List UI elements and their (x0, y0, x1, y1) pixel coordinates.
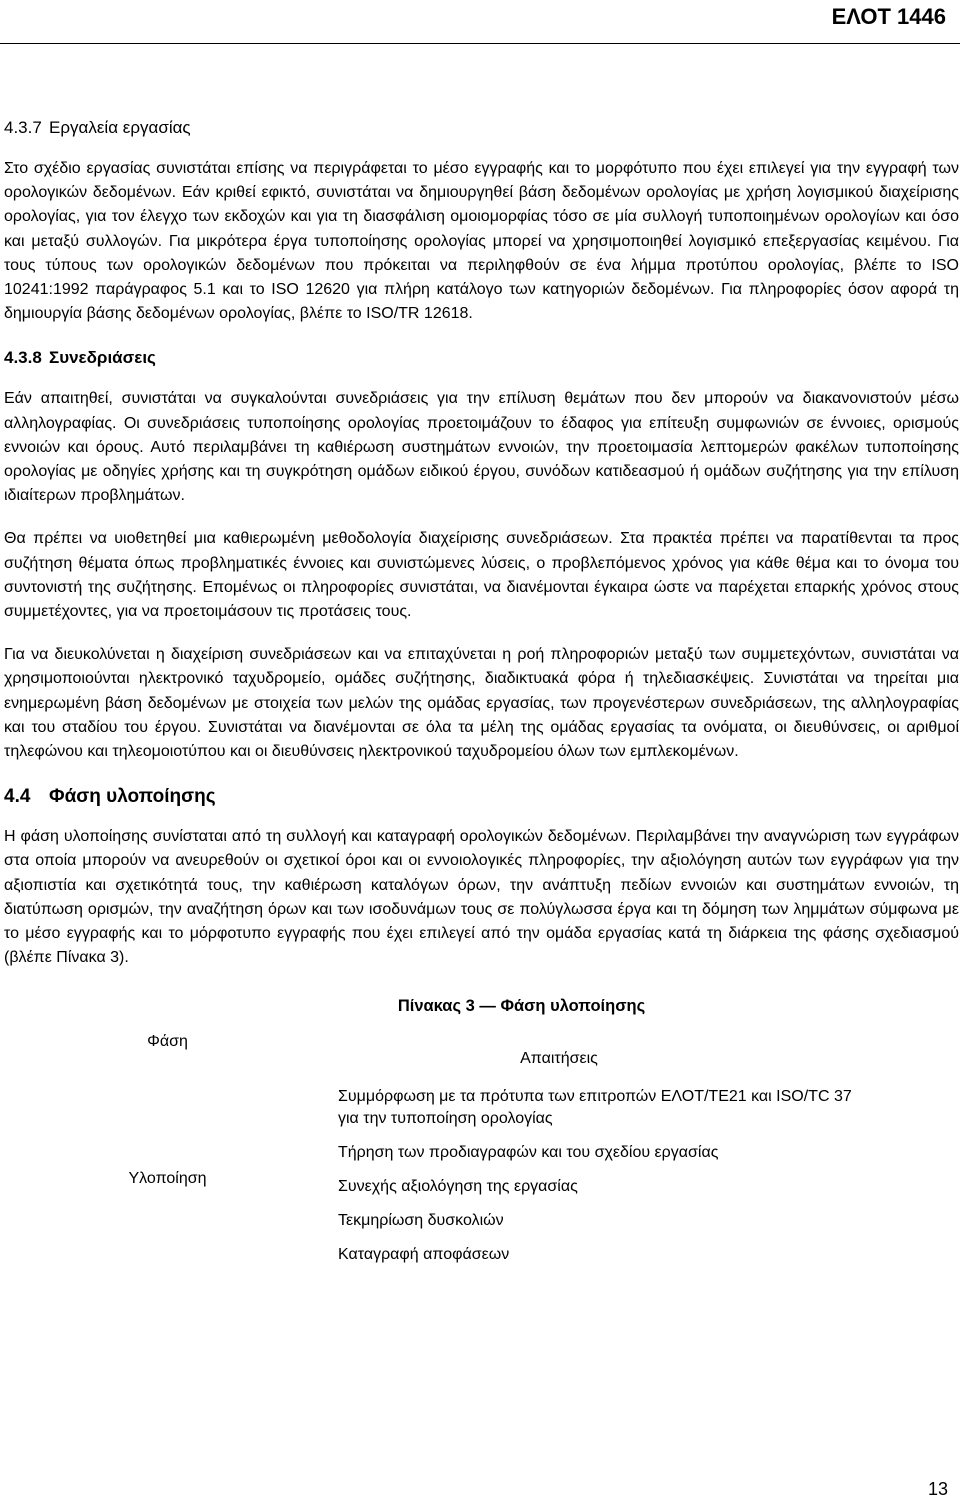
section-heading-4-3-7 (4, 118, 959, 138)
paragraph: Εάν απαιτηθεί, συνιστάται να συγκαλούνται συνεδριάσεις για την επίλυση θεμάτων που δεν μπορούν να διακανονιστούν μέσω αλληλογραφίας. Οι συνεδριάσεις τυποποίησης ορολογίας προετοιμάζουν το έδαφος για επίτευξη συμφωνιών σε έννοιες, ορισμούς εννοιών και όρους. Αυτό περιλαμβάνει τη καθιέρωση συστημάτων εννοιών, την προετοιμασία λεπτομερών φακέλων τυποποίησης ορολογίας με οδηγίες χρήσης και τη συγκρότηση ομάδων ειδικού έργου, συνόδων κατιδεασμού ή ομάδων συζήτησης για την επίλυση ιδιαίτερων προβλημάτων. (4, 390, 959, 505)
paragraph: Για να διευκολύνεται η διαχείριση συνεδριάσεων και να επιταχύνεται η ροή πληροφοριών μεταξύ των συμμετεχόντων, συνιστάται να χρησιμοποιούνται ηλεκτρονικό ταχυδρομείο, ομάδες συζήτησης, διαδικτυακά φόρα ή τηλεδιασκέψεις. Συνιστάται να τηρείται μια ενημερωμένη βάση δεδομένων με στοιχεία των μελών της ομάδας εργασίας, των προγενέστερων συνεδριάσεων, της αλληλογραφίας και του σταδίου του έργου. Συνιστάται να διανέμονται σε όλα τα μέλη της ομάδας εργασίας τα ονόματα, οι διευθύνσεις, οι αριθμοί τηλεφώνου και τηλεομοιοτύπου και οι διευθύνσεις ηλεκτρονικού ταχυδρομείου όλων των εμπλεκομένων. (4, 646, 959, 761)
requirement-item: Συμμόρφωση με τα πρότυπα των επιτροπών ΕΛΟΤ/ΤΕ21 και ISO/TC 37 για την τυποποίηση ορολογίας (338, 1088, 852, 1128)
requirement-item: Καταγραφή αποφάσεων (338, 1246, 510, 1264)
paragraph: Η φάση υλοποίησης συνίσταται από τη συλλογή και καταγραφή ορολογικών δεδομένων. Περιλαμβάνει την αναγνώριση των εγγράφων στα οποία μπορούν να ανευρεθούν οι σχετικοί όροι και οι εννοιολογικές πληροφορίες, την αξιολόγηση αυτών των εγγράφων για την αξιοπιστία και σχετικότητά τους, την καθιέρωση καταλόγων όρων, την ανάπτυξη πεδίων εννοιών και συστημάτων εννοιών, τη διατύπωση ορισμών, την αναζήτηση όρων και των ισοδυνάμων τους σε πολύγλωσσα έργα και τη δόμηση των λημμάτων σύμφωνα με το μέσο εγγραφής και το μόρφοτυπο εγγραφής που έχει επιλεγεί από την ομάδα εργασίας κατά τη διάρκεια της φάσης σχεδιασμού (βλέπε Πίνακα 3). (4, 828, 959, 967)
section-number: 4.3.8 (4, 348, 42, 368)
column-header-requirements: Απαιτήσεις (520, 1049, 598, 1067)
section-heading-4-3-8 (4, 348, 959, 368)
section-number: 4.4 (4, 786, 31, 808)
section-heading-4-4 (4, 786, 959, 808)
section-title: Συνεδριάσεις (49, 348, 156, 368)
page-content (4, 118, 959, 1266)
section-title: Φάση υλοποίησης (49, 786, 216, 808)
requirement-item: Τήρηση των προδιαγραφών και του σχεδίου εργασίας (338, 1144, 719, 1162)
requirements-cell (285, 1086, 913, 1266)
table-title: Πίνακας 3 — Φάση υλοποίησης (397, 997, 646, 1016)
requirements-table (50, 1031, 913, 1266)
document-code: ΕΛΟΤ 1446 (831, 4, 946, 29)
page-number: 13 (927, 1479, 948, 1499)
section-title: Εργαλεία εργασίας (49, 118, 191, 137)
section-number: 4.3.7 (4, 118, 42, 137)
paragraph: Στο σχέδιο εργασίας συνιστάται επίσης να περιγράφεται το μέσο εγγραφής και το μορφότυπο που έχει επιλεγεί για την εγγραφή των ορολογικών δεδομένων. Εάν κριθεί εφικτό, συνιστάται να δημιουργηθεί βάση δεδομένων ορολογίας με χρήση λογισμικού διαχείρισης ορολογίας, για τον έλεγχο των εκδοχών και για τη διασφάλιση ομοιομορφίας τόσο σε μία συλλογή τυποποιημένων ορολογίων και όσο και μεταξύ συλλογών. Για μικρότερα έργα τυποποίησης ορολογίας μπορεί να χρησιμοποιηθεί λογισμικό επεξεργασίας κειμένου. Για τους τύπους των ορολογικών δεδομένων που πρόκειται να περιληφθούν σε ένα λήμμα προτύπου ορολογίας, βλέπε το ISO 10241:1992 παράγραφος 5.1 και το ISO 12620 για πλήρη κατάλογο των κατηγοριών δεδομένων. Για πληροφορίες όσον αφορά τη δημιουργία βάσης δεδομένων ορολογίας, βλέπε το ISO/TR 12618. (4, 160, 959, 323)
table-row (50, 1086, 913, 1266)
column-header-phase: Φάση (147, 1033, 188, 1051)
paragraph: Θα πρέπει να υιοθετηθεί μια καθιερωμένη μεθοδολογία διαχείρισης συνεδριάσεων. Στα πρακτέα πρέπει να παρατίθενται τα προς συζήτηση θέματα όπως προβληματικές έννοιες και συνιστώμενες λύσεις, ο προβλεπόμενος χρόνος για κάθε θέμα και το όνομα του συντονιστή της συζήτησης. Επομένως οι πληροφορίες συνιστάται, να διανέμονται έγκαιρα ώστε να παρέχεται επαρκής χρόνος στους συμμετέχοντες, για να προετοιμάσουν τις προτάσεις τους. (4, 530, 959, 621)
header-rule (0, 43, 960, 44)
requirement-item: Τεκμηρίωση δυσκολιών (338, 1212, 504, 1230)
phase-cell: Υλοποίηση (128, 1170, 207, 1188)
requirement-item: Συνεχής αξιολόγηση της εργασίας (338, 1178, 578, 1196)
table-header-row (50, 1031, 913, 1086)
